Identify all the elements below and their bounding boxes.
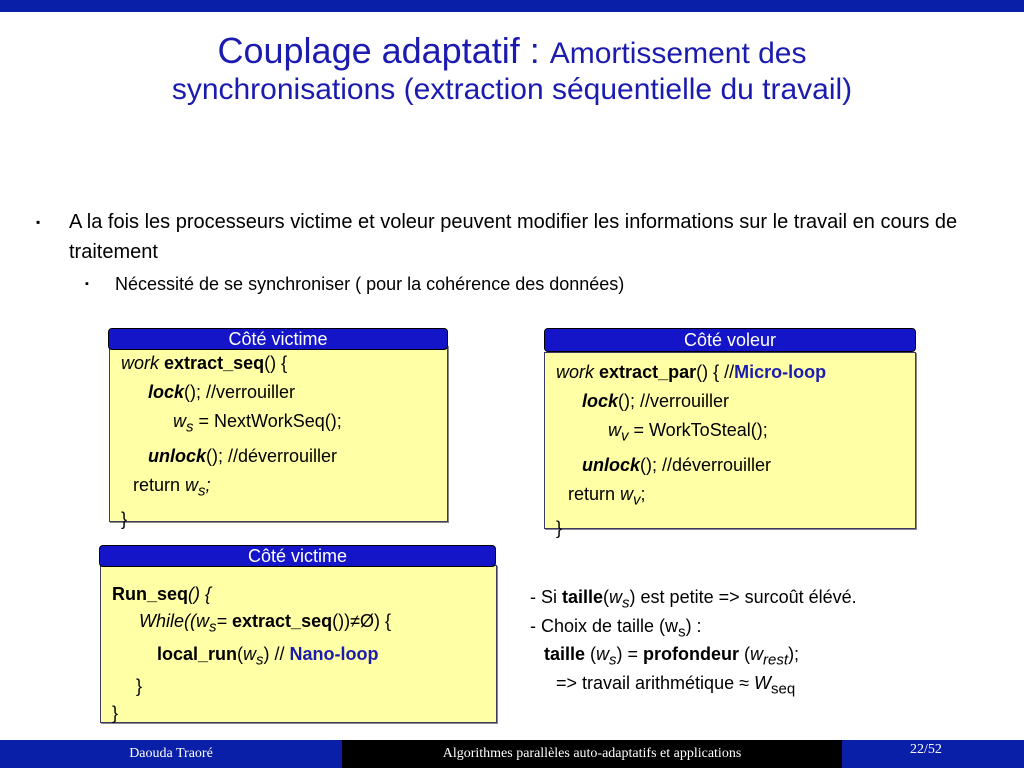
note-text: - Si	[530, 587, 563, 607]
code-text: (	[237, 643, 244, 664]
title-part2: Amortissement des	[549, 37, 807, 70]
note-line	[530, 672, 857, 701]
code-text: ;	[640, 483, 646, 504]
box-header-victime-2: Côté victime	[99, 545, 496, 567]
note-text: ) =	[616, 644, 644, 665]
function-name: extract_seq	[164, 353, 265, 373]
code-box-voleur	[544, 352, 916, 539]
variable: w	[608, 420, 621, 440]
title-part1: Couplage adaptatif :	[217, 30, 550, 71]
note-line	[530, 615, 857, 644]
code-line	[556, 416, 826, 451]
subscript: s	[609, 651, 617, 669]
box-header-victime: Côté victime	[108, 328, 448, 350]
code-line	[112, 641, 391, 674]
note-text: - Choix de taille (w	[530, 615, 679, 636]
bullet-text: Nécessité de se synchroniser ( pour la cohérence des données)	[115, 274, 625, 294]
bullet-square-icon: ▪	[85, 278, 89, 290]
code-line: }	[121, 509, 128, 530]
variable: w	[609, 587, 623, 607]
function-name: Run_seq	[112, 584, 189, 604]
subscript: seq	[770, 680, 796, 698]
code-text: () {	[188, 584, 212, 604]
code-box-victime-runseq	[100, 565, 497, 723]
code-line	[121, 349, 342, 378]
nano-loop-label: Nano-loop	[289, 643, 379, 664]
note-text: => travail arithmétique ≈	[556, 672, 754, 693]
note-keyword: profondeur	[643, 644, 740, 665]
subscript: rest	[763, 651, 789, 669]
code-line: }	[556, 518, 563, 539]
code-text: (); //verrouiller	[618, 391, 730, 411]
variable: W	[753, 672, 771, 693]
micro-loop-label: Micro-loop	[734, 362, 827, 382]
keyword: While((	[139, 611, 196, 631]
function-name: unlock	[148, 445, 207, 466]
subscript: s	[198, 482, 206, 500]
code-text: =	[216, 611, 233, 631]
title-line2: synchronisations (extraction séquentielle du travail)	[171, 73, 853, 107]
code-line	[556, 358, 826, 387]
code-text: = NextWorkSeq();	[193, 411, 342, 431]
code-line	[556, 387, 826, 416]
variable: w	[173, 411, 186, 431]
code-text: return	[133, 474, 186, 495]
variable: w	[596, 644, 610, 665]
code-text: () { //	[696, 362, 735, 382]
footer-course: Algorithmes parallèles auto-adaptatifs et applications	[342, 740, 842, 768]
variable: w	[750, 644, 764, 665]
bullet-text: A la fois les processeurs victime et voleur peuvent modifier les informations sur le travail en cours de traitement	[69, 211, 958, 263]
note-line	[530, 586, 857, 615]
code-line: }	[112, 703, 119, 724]
note-text: (	[585, 644, 597, 665]
code-text: (); //déverrouiller	[640, 454, 772, 475]
subscript: s	[186, 418, 194, 436]
subscript: s	[678, 623, 686, 641]
code-line	[556, 451, 826, 480]
variable: w	[243, 643, 257, 664]
note-text: (	[603, 587, 610, 607]
note-text: ) :	[685, 615, 702, 636]
note-text: );	[788, 644, 800, 665]
box-header-voleur: Côté voleur	[544, 328, 916, 352]
function-name: local_run	[157, 643, 238, 664]
code-line	[121, 442, 342, 471]
notes-block	[530, 586, 857, 700]
code-text: (); //verrouiller	[184, 382, 296, 402]
subscript: v	[633, 491, 641, 509]
code-line: }	[136, 676, 143, 697]
slide-title	[0, 30, 1024, 107]
bullet-level1	[36, 207, 986, 267]
bullet-level2	[85, 271, 965, 297]
function-name: lock	[148, 382, 185, 402]
code-text: = WorkToSteal();	[628, 420, 768, 440]
variable: w	[185, 474, 199, 495]
code-text: (); //déverrouiller	[206, 445, 338, 466]
footer	[0, 740, 1024, 768]
footer-page-box	[842, 740, 1024, 768]
note-keyword: taille	[544, 644, 586, 665]
top-bar	[0, 0, 1024, 12]
code-line	[112, 581, 391, 608]
code-line	[112, 608, 391, 641]
code-line	[556, 480, 826, 515]
code-box-victime-extract	[109, 345, 448, 530]
note-line	[530, 643, 857, 672]
function-name: extract_par	[599, 362, 697, 382]
code-text: ) //	[263, 643, 290, 664]
bullet-square-icon: ▪	[36, 215, 41, 229]
subscript: s	[209, 618, 217, 636]
code-line	[121, 378, 342, 407]
variable: w	[196, 611, 209, 631]
subscript: s	[622, 594, 630, 612]
function-name: unlock	[582, 454, 641, 475]
footer-author: Daouda Traoré	[0, 740, 342, 768]
code-line	[121, 407, 342, 442]
keyword: work	[556, 362, 595, 382]
code-text: () {	[264, 353, 288, 373]
function-name: lock	[582, 391, 619, 411]
code-line	[121, 471, 342, 506]
code-text: ())≠Ø) {	[332, 611, 391, 631]
keyword: work	[121, 353, 160, 373]
note-text: ) est petite => surcoût élévé.	[629, 587, 857, 607]
function-name: extract_seq	[232, 611, 333, 631]
variable: w	[620, 483, 634, 504]
subscript: v	[621, 427, 629, 445]
code-text: ;	[205, 474, 211, 495]
note-keyword: taille	[562, 587, 604, 607]
page-number: 22/52	[910, 742, 942, 757]
note-text: (	[739, 644, 751, 665]
code-text: return	[568, 483, 621, 504]
subscript: s	[256, 651, 264, 669]
